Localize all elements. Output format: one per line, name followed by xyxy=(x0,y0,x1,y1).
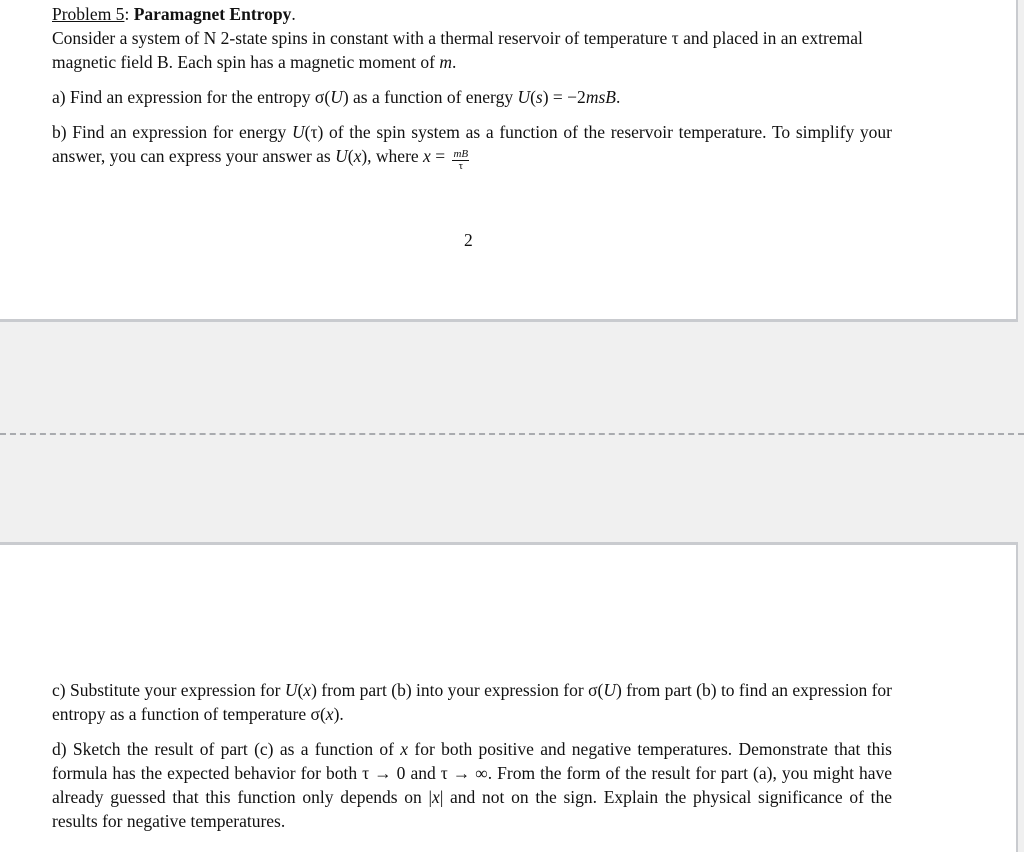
document-page-bottom xyxy=(0,542,1018,852)
problem-label: Problem 5 xyxy=(52,4,125,24)
part-c-question: c) Substitute your expression for U(x) from part (b) into your expression for σ(U) from part (b) to find an expression for entropy as a function of temperature σ(x). xyxy=(52,680,893,724)
document-page-top xyxy=(0,0,1018,322)
problem-intro: Consider a system of N 2-state spins in constant with a thermal reservoir of temperature τ and placed in an extremal magnetic field B. Each spin has a magnetic moment of m. xyxy=(52,28,863,72)
problem-text-bottom xyxy=(52,678,892,833)
page-break-divider xyxy=(0,433,1024,435)
problem-title: Paramagnet Entropy xyxy=(133,4,292,24)
problem-text-top xyxy=(52,2,892,172)
problem-heading: Problem 5: Paramagnet Entropy. xyxy=(52,4,296,24)
fraction-mb-over-tau: $\frac{mB}{\tau}$ xyxy=(453,148,469,172)
part-b-question: b) Find an expression for energy U(τ) of the spin system as a function of the reservoir temperature. To simplify your answer, you can express your answer as U(x), where x = $\frac{mB}{\tau}$ xyxy=(52,122,892,172)
part-a-question: a) Find an expression for the entropy σ(U) as a function of energy U(s) = −2msB. xyxy=(52,87,621,107)
part-d-question: d) Sketch the result of part (c) as a function of x for both positive and negative temperatures. Demonstrate that this formula has the expected behavior for both τ → 0 and τ → ∞. From the form of the result for part (a), you might have already guessed that this function only depends on |x| and not on the sign. Explain the physical significance of the results for negative temperatures. xyxy=(52,739,892,831)
page-number: 2 xyxy=(464,230,473,250)
